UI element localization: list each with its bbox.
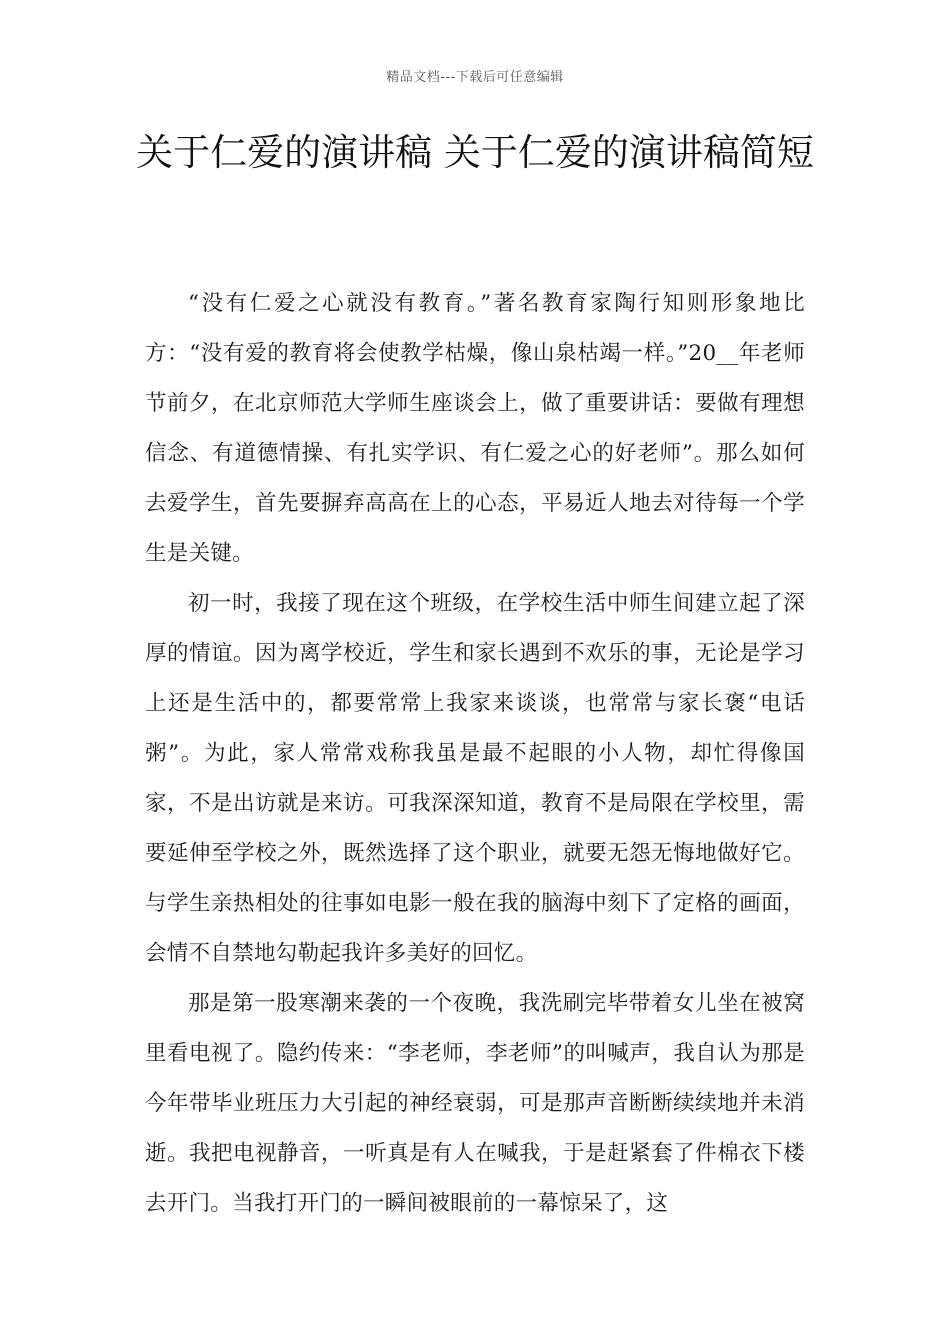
document-title: 关于仁爱的演讲稿 关于仁爱的演讲稿简短: [136, 131, 814, 174]
paragraph-1: “没有仁爱之心就没有教育。”著名教育家陶行知则形象地比方：“没有爱的教育将会使教学枯燥，像山泉枯竭一样。”20__年老师节前夕，在北京师范大学师生座谈会上，做了重要讲话：要做有理想信念、有道德情操、有扎实学识、有仁爱之心的好老师”。那么如何去爱学生，首先要摒弃高高在上的心态，平易近人地去对待每一个学生是关键。: [145, 291, 805, 566]
paragraph-2: 初一时，我接了现在这个班级，在学校生活中师生间建立起了深厚的情谊。因为离学校近，学生和家长遇到不欢乐的事，无论是学习上还是生活中的，都要常常上我家来谈谈，也常常与家长褒“电话粥”。为此，家人常常戏称我虽是最不起眼的小人物，却忙得像国家，不是出访就是来访。可我深深知道，教育不是局限在学校里，需要延伸至学校之外，既然选择了这个职业，就要无怨无悔地做好它。与学生亲热相处的往事如电影一般在我的脑海中刻下了定格的画面，会情不自禁地勾勒起我许多美好的回忆。: [145, 591, 805, 966]
paragraph-3: 那是第一股寒潮来袭的一个夜晚，我洗刷完毕带着女儿坐在被窝里看电视了。隐约传来：“李老师，李老师”的叫喊声，我自认为那是今年带毕业班压力大引起的神经衰弱，可是那声音断断续续地并未消逝。我把电视静音，一听真是有人在喊我，于是赶紧套了件棉衣下楼去开门。当我打开门的一瞬间被眼前的一幕惊呆了，这: [145, 991, 805, 1216]
document-body: [145, 279, 805, 1229]
page-header: 精品文档---下载后可任意编辑: [386, 70, 564, 85]
